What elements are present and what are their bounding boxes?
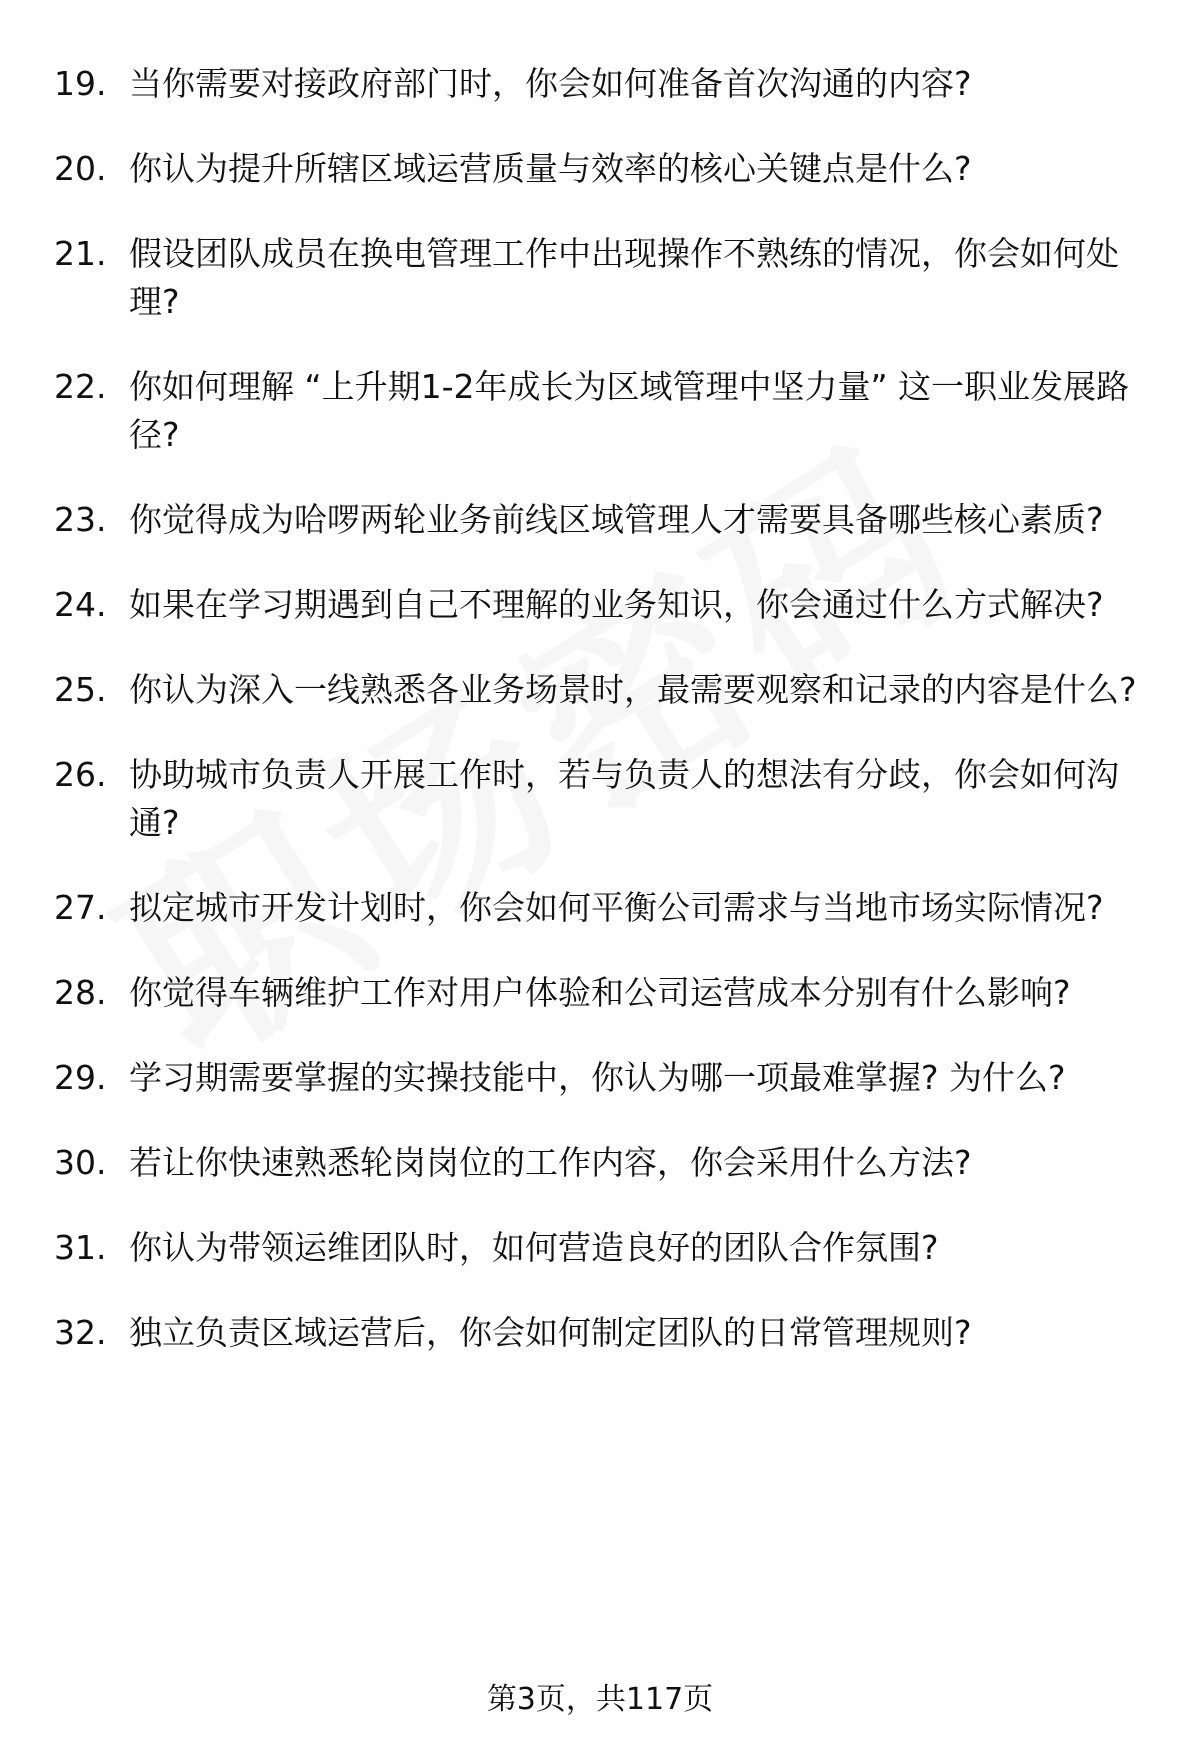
question-number: 25. <box>54 670 107 709</box>
question-text: 你觉得车辆维护工作对用户体验和公司运营成本分别有什么影响? <box>129 973 1071 1012</box>
page-number-label: 第3页，共117页 <box>486 1682 714 1717</box>
list-item <box>54 363 1144 459</box>
question-text: 如果在学习期遇到自己不理解的业务知识，你会通过什么方式解决? <box>129 585 1104 624</box>
question-text: 当你需要对接政府部门时，你会如何准备首次沟通的内容? <box>129 64 972 103</box>
list-item <box>54 1309 1144 1357</box>
list-item <box>54 884 1144 932</box>
question-number: 19. <box>54 64 107 103</box>
question-number: 24. <box>54 585 107 624</box>
question-text: 独立负责区域运营后，你会如何制定团队的日常管理规则? <box>129 1313 972 1352</box>
question-text: 协助城市负责人开展工作时，若与负责人的想法有分歧，你会如何沟通? <box>129 755 1119 842</box>
question-number: 28. <box>54 973 107 1012</box>
question-text: 你如何理解 “上升期1-2年成长为区域管理中坚力量” 这一职业发展路径? <box>129 367 1130 454</box>
question-text: 拟定城市开发计划时，你会如何平衡公司需求与当地市场实际情况? <box>129 888 1104 927</box>
list-item <box>54 496 1144 544</box>
question-number: 32. <box>54 1313 107 1352</box>
list-item <box>54 145 1144 193</box>
question-text: 你觉得成为哈啰两轮业务前线区域管理人才需要具备哪些核心素质? <box>129 500 1104 539</box>
list-item <box>54 581 1144 629</box>
question-number: 21. <box>54 234 107 273</box>
question-number: 29. <box>54 1058 107 1097</box>
list-item <box>54 1139 1144 1187</box>
list-item <box>54 230 1144 326</box>
list-item <box>54 969 1144 1017</box>
question-number: 23. <box>54 500 107 539</box>
list-item <box>54 60 1144 108</box>
question-number: 30. <box>54 1143 107 1182</box>
list-item <box>54 751 1144 847</box>
question-text: 若让你快速熟悉轮岗岗位的工作内容，你会采用什么方法? <box>129 1143 972 1182</box>
page-footer <box>0 1680 1200 1720</box>
question-number: 26. <box>54 755 107 794</box>
list-item <box>54 1224 1144 1272</box>
question-text: 你认为带领运维团队时，如何营造良好的团队合作氛围? <box>129 1228 939 1267</box>
question-text: 你认为深入一线熟悉各业务场景时，最需要观察和记录的内容是什么? <box>129 670 1137 709</box>
list-item <box>54 1054 1144 1102</box>
question-text: 你认为提升所辖区域运营质量与效率的核心关键点是什么? <box>129 149 972 188</box>
question-number: 20. <box>54 149 107 188</box>
question-text: 假设团队成员在换电管理工作中出现操作不熟练的情况，你会如何处理? <box>129 234 1119 321</box>
question-list <box>54 60 1144 1394</box>
question-text: 学习期需要掌握的实操技能中，你认为哪一项最难掌握? 为什么? <box>129 1058 1066 1097</box>
question-number: 31. <box>54 1228 107 1267</box>
question-number: 27. <box>54 888 107 927</box>
list-item <box>54 666 1144 714</box>
question-number: 22. <box>54 367 107 406</box>
